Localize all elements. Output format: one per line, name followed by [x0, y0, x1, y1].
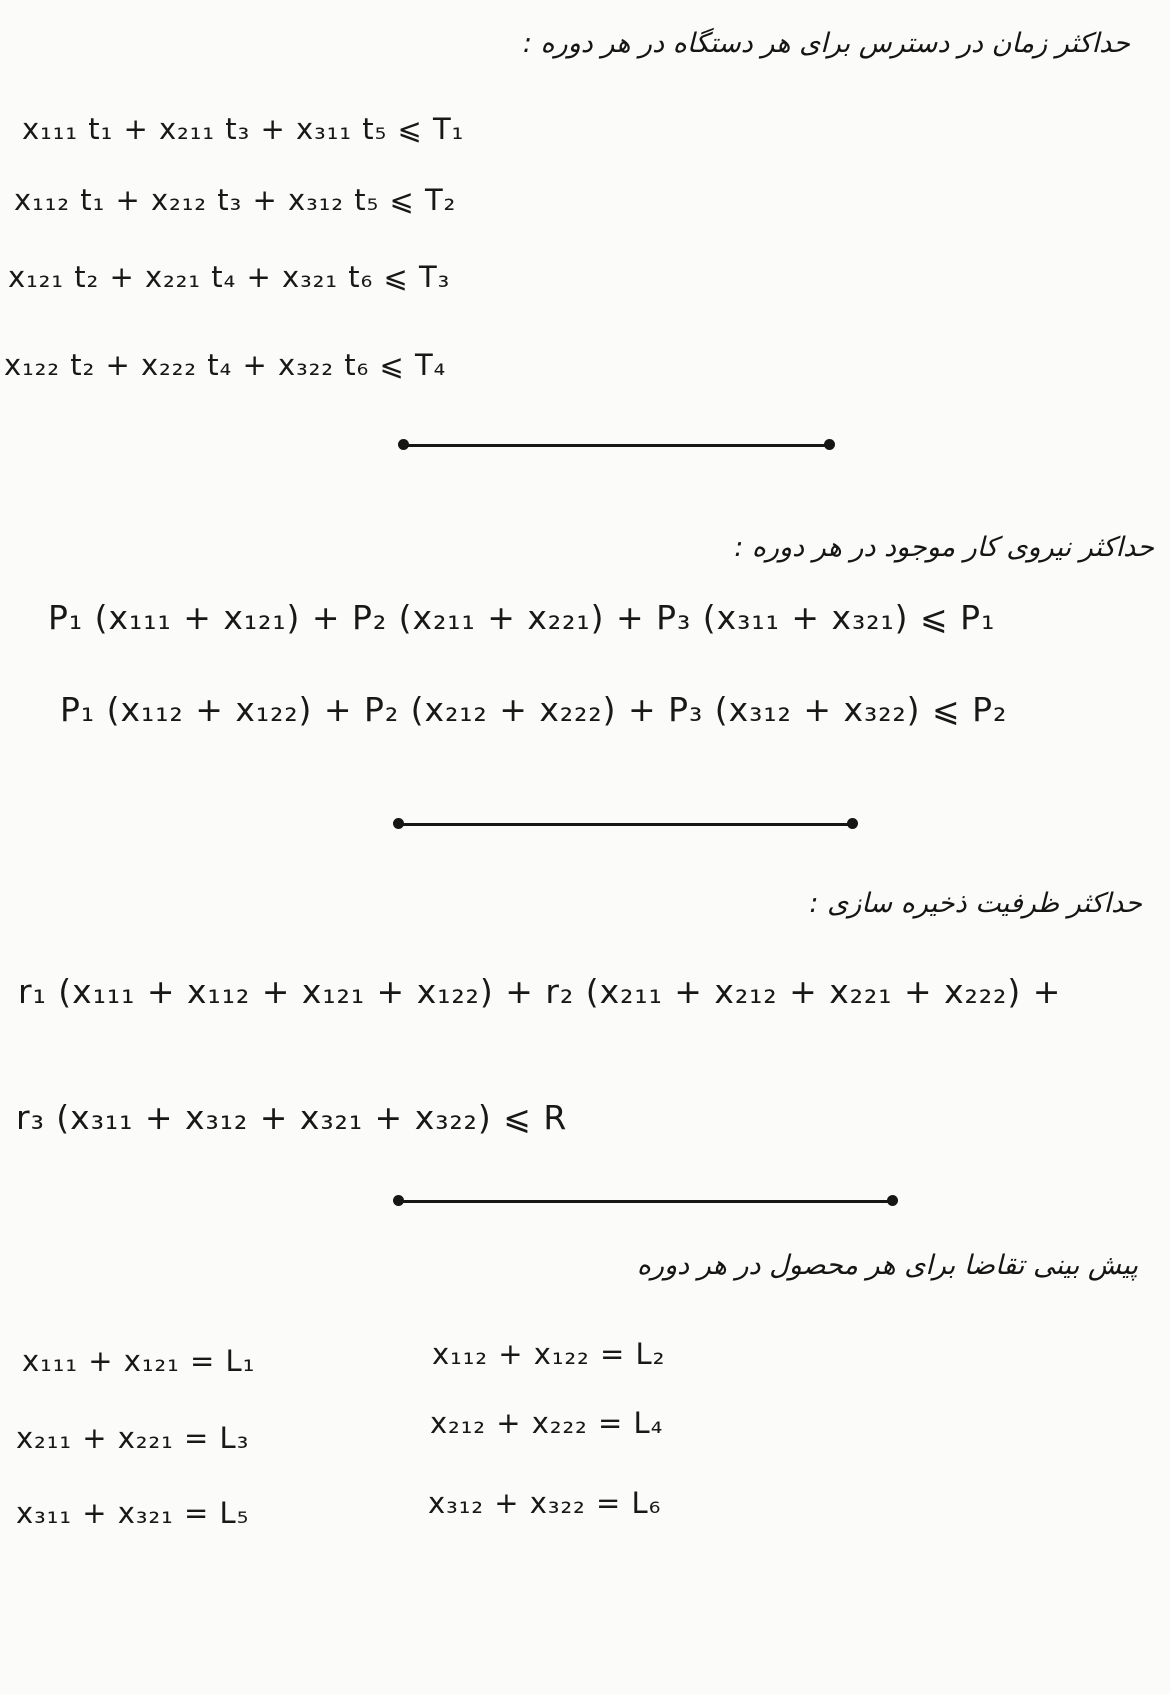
constraint-labor-2: P₁ (x₁₁₂ + x₁₂₂) + P₂ (x₂₁₂ + x₂₂₂) + P₃ (x₃₁₂ + x₃₂₂) ⩽ P₂ — [60, 690, 1008, 729]
constraint-machine-time-3: x₁₂₁ t₂ + x₂₂₁ t₄ + x₃₂₁ t₆ ⩽ T₃ — [8, 260, 451, 294]
section-divider-2 — [398, 823, 853, 826]
constraint-machine-time-4: x₁₂₂ t₂ + x₂₂₂ t₄ + x₃₂₂ t₆ ⩽ T₄ — [4, 348, 447, 382]
section-heading-machine-time: حداکثر زمان در دسترس برای هر دستگاه در هر دوره : — [522, 28, 1130, 59]
demand-equation-left-1: x₁₁₁ + x₁₂₁ = L₁ — [22, 1344, 256, 1378]
section-heading-demand: پیش بینی تقاضا برای هر محصول در هر دوره — [636, 1250, 1138, 1281]
section-heading-storage: حداکثر ظرفیت ذخیره سازی : — [809, 888, 1142, 919]
constraint-storage-line-1: r₁ (x₁₁₁ + x₁₁₂ + x₁₂₁ + x₁₂₂) + r₂ (x₂₁₁ + x₂₁₂ + x₂₂₁ + x₂₂₂) + — [18, 972, 1062, 1011]
demand-equation-right-3: x₃₁₂ + x₃₂₂ = L₆ — [428, 1486, 662, 1520]
demand-equation-right-1: x₁₁₂ + x₁₂₂ = L₂ — [432, 1337, 666, 1371]
constraint-storage-line-2: r₃ (x₃₁₁ + x₃₁₂ + x₃₂₁ + x₃₂₂) ⩽ R — [16, 1098, 568, 1137]
constraint-machine-time-1: x₁₁₁ t₁ + x₂₁₁ t₃ + x₃₁₁ t₅ ⩽ T₁ — [22, 112, 465, 146]
section-divider-3 — [398, 1200, 893, 1203]
demand-equation-left-3: x₃₁₁ + x₃₂₁ = L₅ — [16, 1496, 250, 1530]
constraint-machine-time-2: x₁₁₂ t₁ + x₂₁₂ t₃ + x₃₁₂ t₅ ⩽ T₂ — [14, 183, 457, 217]
section-divider-1 — [403, 444, 830, 447]
demand-equation-right-2: x₂₁₂ + x₂₂₂ = L₄ — [430, 1406, 664, 1440]
constraint-labor-1: P₁ (x₁₁₁ + x₁₂₁) + P₂ (x₂₁₁ + x₂₂₁) + P₃ (x₃₁₁ + x₃₂₁) ⩽ P₁ — [48, 598, 996, 637]
section-heading-labor: حداکثر نیروی کار موجود در هر دوره : — [734, 532, 1154, 563]
demand-equation-left-2: x₂₁₁ + x₂₂₁ = L₃ — [16, 1421, 250, 1455]
